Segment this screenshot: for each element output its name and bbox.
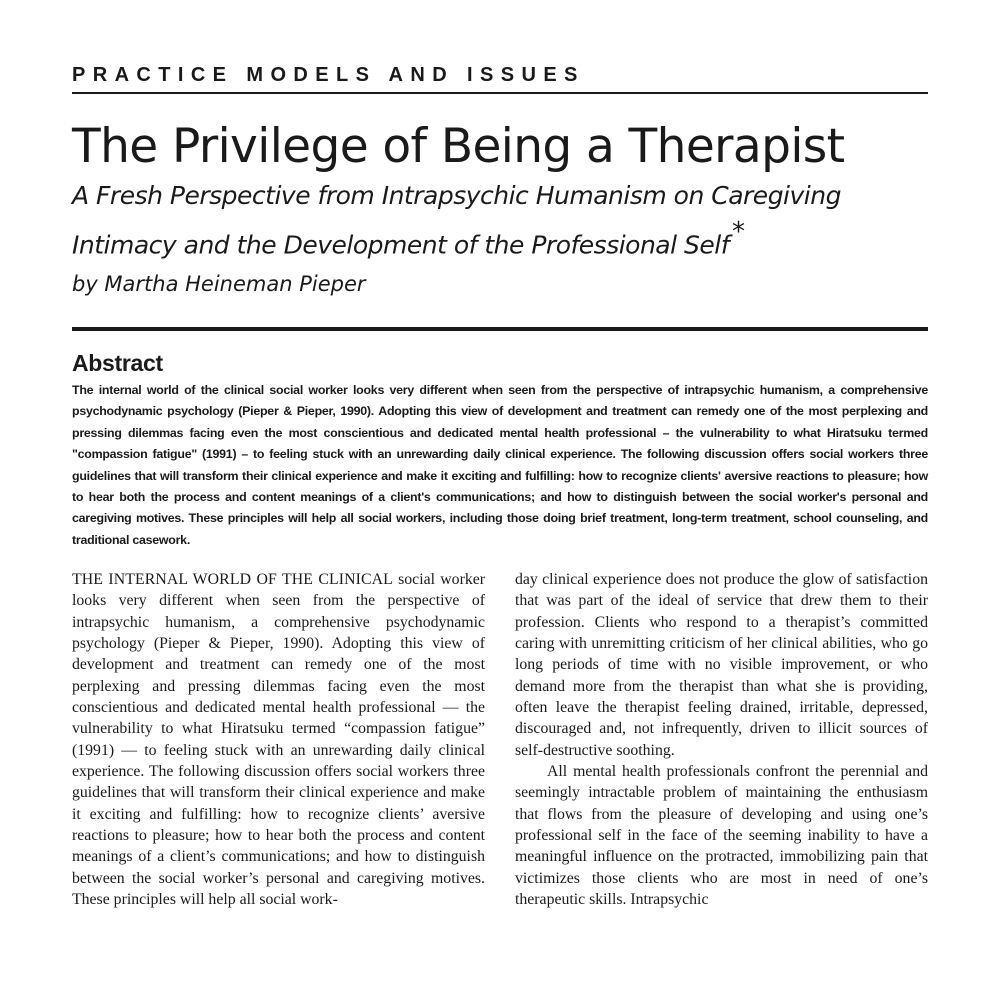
paragraph-text: social worker looks very different when seen from the perspective of intrapsychic humanism, a comprehensive psychodynamic psychology (Pieper & Pieper, 1990). Adopting this view of development and treatment can remedy one of the most perplexing and pressing dilemmas facing even the most conscientious and dedicated mental health professional — the vulnerability to what Hiratsuku termed “compassion fatigue” (1991) — to feeling stuck with an unrewarding daily clinical experience. The following discussion offers social workers three guidelines that will transform their clinical experience and make it exciting and fulfilling: how to recognize clients’ aversive reactions to pleasure; how to hear both the process and content meanings of a client’s communications; and how to distinguish between the social worker’s personal and caregiving motives. These principles will help all social work- bbox=[72, 571, 486, 909]
abstract-heading: Abstract bbox=[72, 350, 163, 376]
header-rule bbox=[72, 92, 928, 94]
section-label: PRACTICE MODELS AND ISSUES bbox=[72, 64, 585, 86]
body-paragraph: All mental health professionals confront the perennial and seemingly intractable problem of maintaining the enthusiasm that flows from the pleasure of developing and using one’s professional self in the face of the seeming inability to have a meaningful influence on the protracted, immobilizing pain that victimizes those clients who are most in need of one’s therapeutic skills. Intrapsychic bbox=[515, 763, 928, 909]
body-column-right bbox=[515, 569, 928, 911]
article-page bbox=[72, 0, 928, 1000]
footnote-mark: * bbox=[732, 217, 745, 247]
lead-in: THE INTERNAL WORLD OF THE CLINICAL bbox=[72, 571, 393, 588]
body-column-left bbox=[72, 569, 485, 911]
title-rule bbox=[72, 327, 928, 331]
abstract-text: The internal world of the clinical social worker looks very different when seen from the perspective of intrapsychic humanism, a comprehensive psychodynamic psychology (Pieper & Pieper, 1990). Adopting this view of development and treatment can remedy one of the most perplexing and pressing dilemmas facing even the most conscientious and dedicated mental health professional – the vulnerability to what Hiratsuku termed "compassion fatigue" (1991) – to feeling stuck with an unrewarding daily clinical experience. The following discussion offers social workers three guidelines that will transform their clinical experience and make it exciting and fulfilling: how to recognize clients' aversive reactions to pleasure; how to hear both the process and content meanings of a client's communications; and how to distinguish between the social worker's personal and caregiving motives. These principles will help all social workers, including those doing brief treatment, long-term treatment, school counseling, and traditional casework. bbox=[72, 383, 928, 547]
article-title: The Privilege of Being a Therapist bbox=[72, 119, 845, 174]
body-paragraph bbox=[72, 569, 485, 911]
byline: by Martha Heineman Pieper bbox=[72, 272, 366, 296]
body-paragraph: day clinical experience does not produce the glow of satisfaction that was part of the ideal of service that drew them to their profession. Clients who respond to a therapist’s committed caring with unremitting criticism of her clinical abilities, who go long periods of time with no visible improvement, or who demand more from the therapist than what she is providing, often leave the therapist feeling drained, irritable, depressed, discouraged and, not infrequently, driven to illicit sources of self-destructive soothing. bbox=[515, 571, 928, 759]
subtitle-text: A Fresh Perspective from Intrapsychic Humanism on Caregiving Intimacy and the Development of the Professional Self bbox=[72, 181, 841, 260]
article-subtitle bbox=[72, 176, 872, 265]
